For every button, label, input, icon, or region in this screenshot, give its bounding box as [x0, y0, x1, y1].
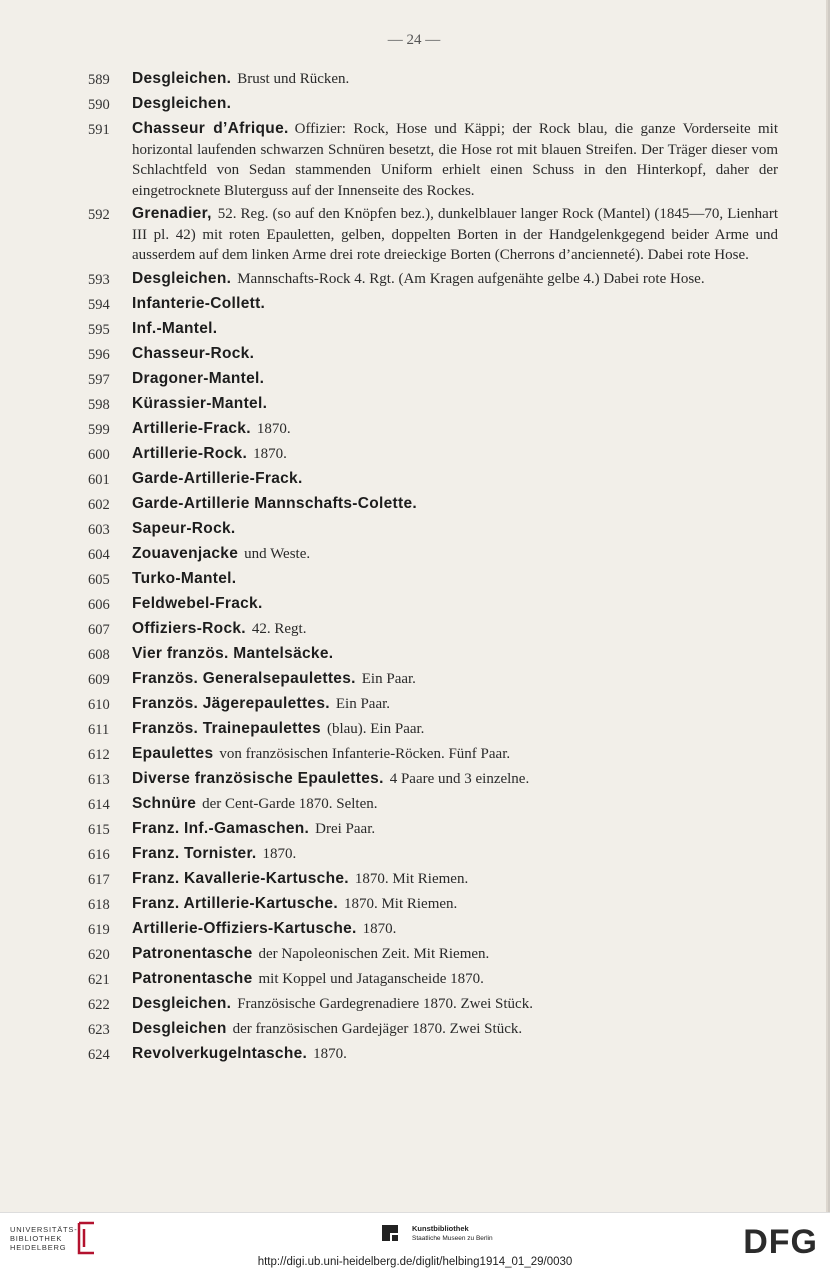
catalog-entry [88, 741, 778, 766]
entry-number: 623 [88, 1021, 110, 1038]
entry-description: Drei Paar. [315, 820, 376, 837]
entry-title: Grenadier, [132, 205, 212, 222]
entry-number: 624 [88, 1046, 110, 1063]
entry-text [132, 441, 778, 465]
entry-description: Offizier: Rock, Hose und Käppi; der Rock blau, die ganze Vorderseite mit horizontal laufenden schwarzen Schnüren besetzt, die Hose rot mit blauen Streifen. Der Träger dieser vom Schlachtfeld von Sedan stammenden Uniform erhielt einen Schuss in den Hinterkopf, daher der eingetrocknete Bluterguss auf der Innenseite des Rockes. [132, 121, 779, 199]
entry-number: 612 [88, 746, 110, 763]
page-number: — 24 — [387, 32, 441, 48]
entry-title: Turko-Mantel. [132, 569, 237, 587]
entry-number: 615 [88, 821, 110, 838]
entry-text [132, 201, 778, 266]
entry-number: 601 [88, 471, 110, 488]
entry-title: Infanterie-Collett. [132, 294, 266, 312]
entry-title: Französ. Generalsepaulettes. [132, 669, 356, 687]
entry-description: Französische Gardegrenadiere 1870. Zwei Stück. [237, 995, 533, 1012]
heidelberg-library-label [10, 1225, 78, 1252]
catalog-entry [88, 616, 778, 641]
catalog-entry [88, 666, 778, 691]
entry-text [132, 691, 778, 715]
entry-text [132, 916, 778, 940]
entry-number: 597 [88, 371, 110, 388]
catalog-entry [88, 966, 778, 991]
entry-title: Franz. Artillerie-Kartusche. [132, 894, 338, 912]
entry-description: der Cent-Garde 1870. Selten. [202, 795, 378, 812]
footer-bar [0, 1212, 830, 1274]
catalog-entry [88, 941, 778, 966]
entry-text [132, 1016, 778, 1040]
entry-title: Desgleichen [132, 1019, 227, 1037]
entry-text [132, 841, 778, 865]
catalog-entry [88, 391, 778, 416]
catalog-entry [88, 866, 778, 891]
entry-title: Französ. Trainepaulettes [132, 719, 321, 737]
catalog-entry [88, 466, 778, 491]
entry-text [132, 716, 778, 740]
entry-title: Artillerie-Frack. [132, 419, 251, 437]
entry-title: Chasseur d’Afrique. [132, 120, 289, 137]
entry-number: 613 [88, 771, 110, 788]
entry-text [132, 391, 778, 415]
catalog-entry [88, 366, 778, 391]
heidelberg-logo-icon [76, 1221, 98, 1255]
dfg-logo: DFG [743, 1223, 818, 1261]
entry-number: 617 [88, 871, 110, 888]
entry-description: 1870. [313, 1045, 347, 1062]
entry-description: Ein Paar. [361, 670, 416, 687]
catalog-entry [88, 266, 778, 291]
entry-text [132, 891, 778, 915]
entry-number: 606 [88, 596, 110, 613]
entry-title: Zouavenjacke [132, 544, 239, 562]
entry-text [132, 541, 778, 565]
entry-number: 614 [88, 796, 110, 813]
entry-text [132, 341, 778, 365]
entry-description: 1870. [362, 920, 397, 937]
entry-description: Mannschafts-Rock 4. Rgt. (Am Kragen aufgenähte gelbe 4.) Dabei rote Hose. [237, 270, 705, 287]
entry-title: Chasseur-Rock. [132, 344, 255, 362]
entry-description: mit Koppel und Jataganscheide 1870. [258, 970, 484, 987]
entry-description: der Napoleonischen Zeit. Mit Riemen. [258, 945, 490, 962]
entry-title: Vier französ. Mantelsäcke. [132, 644, 334, 662]
entry-text [132, 616, 778, 640]
catalog-entry [88, 116, 778, 201]
entry-number: 594 [88, 296, 110, 313]
entry-text [132, 941, 778, 965]
catalog-entry [88, 591, 778, 616]
entry-title: Artillerie-Rock. [132, 444, 248, 462]
entry-number: 600 [88, 446, 110, 463]
entry-number: 619 [88, 921, 110, 938]
catalog-entry [88, 341, 778, 366]
entry-text [132, 566, 778, 590]
entry-number: 595 [88, 321, 110, 338]
entry-number: 603 [88, 521, 110, 538]
entry-title: Desgleichen. [132, 95, 232, 112]
entry-text [132, 641, 778, 665]
catalog-entry [88, 441, 778, 466]
entry-description: 52. Reg. (so auf den Knöpfen bez.), dunkelblauer langer Rock (Mantel) (1845—70, Lienhart III pl. 42) mit roten Epauletten, gelben, doppelten Borten in der Handgelenkgegend beider Arme und ausserdem auf dem linken Arme drei rote dreieckige Borten (Cherrons d’ancienneté). Dabei rote Hose. [132, 206, 778, 263]
catalog-entry [88, 791, 778, 816]
entry-number: 593 [88, 271, 110, 288]
entry-text [132, 591, 778, 615]
entry-title: Epaulettes [132, 744, 214, 762]
entry-number: 590 [88, 97, 110, 113]
entry-number: 591 [88, 122, 110, 138]
catalog-entries [88, 66, 778, 1066]
entry-title: Inf.-Mantel. [132, 319, 218, 337]
entry-number: 605 [88, 571, 110, 588]
entry-title: Dragoner-Mantel. [132, 369, 265, 387]
catalog-entry [88, 891, 778, 916]
entry-title: Artillerie-Offiziers-Kartusche. [132, 919, 357, 937]
entry-number: 598 [88, 396, 110, 413]
catalog-entry [88, 766, 778, 791]
permalink-url[interactable]: http://digi.ub.uni-heidelberg.de/diglit/helbing1914_01_29/0030 [257, 1256, 573, 1268]
entry-text [132, 966, 778, 990]
kunstbibliothek-logo-icon [380, 1223, 402, 1245]
entry-description: 1870. [253, 445, 287, 462]
catalog-entry [88, 1041, 778, 1066]
entry-title: Sapeur-Rock. [132, 519, 236, 537]
entry-text [132, 491, 778, 515]
uni-line-3: HEIDELBERG [10, 1243, 67, 1252]
entry-title: Französ. Jägerepaulettes. [132, 694, 330, 712]
entry-title: Garde-Artillerie-Frack. [132, 469, 303, 487]
entry-text [132, 366, 778, 390]
entry-title: Patronentasche [132, 969, 253, 987]
entry-text [132, 1041, 778, 1065]
entry-text [132, 766, 778, 790]
entry-number: 592 [88, 207, 110, 223]
catalog-entry [88, 916, 778, 941]
entry-title: Feldwebel-Frack. [132, 594, 263, 612]
kb-line-1: Kunstbibliothek [412, 1224, 469, 1233]
entry-title: Schnüre [132, 794, 197, 812]
entry-text [132, 741, 778, 765]
catalog-entry [88, 66, 778, 91]
entry-title: Franz. Inf.-Gamaschen. [132, 819, 310, 837]
entry-number: 602 [88, 496, 110, 513]
entry-number: 609 [88, 671, 110, 688]
entry-title: Franz. Tornister. [132, 844, 257, 862]
entry-number: 604 [88, 546, 110, 563]
entry-text [132, 266, 778, 290]
catalog-entry [88, 91, 778, 116]
catalog-entry [88, 491, 778, 516]
entry-description: Ein Paar. [335, 695, 391, 712]
catalog-entry [88, 316, 778, 341]
entry-number: 596 [88, 346, 110, 363]
catalog-entry [88, 1016, 778, 1041]
entry-title: Franz. Kavallerie-Kartusche. [132, 869, 349, 887]
entry-text [132, 991, 778, 1015]
entry-number: 610 [88, 696, 110, 713]
entry-text [132, 91, 778, 115]
entry-description: 42. Regt. [251, 620, 307, 637]
entry-title: Desgleichen. [132, 269, 232, 287]
entry-number: 607 [88, 621, 110, 638]
entry-description: 1870. [256, 420, 291, 437]
entry-text [132, 291, 778, 315]
entry-text [132, 516, 778, 540]
entry-text [132, 416, 778, 440]
entry-number: 599 [88, 421, 110, 438]
entry-number: 621 [88, 971, 110, 988]
entry-description: 4 Paare und 3 einzelne. [389, 770, 530, 787]
entry-description: 1870. [262, 845, 297, 862]
entry-description: Brust und Rücken. [237, 71, 350, 87]
entry-description: 1870. Mit Riemen. [343, 895, 458, 912]
entry-number: 589 [88, 72, 110, 88]
entry-title: Patronentasche [132, 944, 253, 962]
catalog-entry [88, 816, 778, 841]
entry-description: (blau). Ein Paar. [326, 720, 425, 737]
catalog-entry [88, 516, 778, 541]
entry-title: Garde-Artillerie Mannschafts-Colette. [132, 494, 417, 512]
entry-title: Diverse französische Epaulettes. [132, 769, 384, 787]
catalog-entry [88, 566, 778, 591]
catalog-entry [88, 291, 778, 316]
catalog-entry [88, 541, 778, 566]
catalog-entry [88, 716, 778, 741]
catalog-entry [88, 691, 778, 716]
entry-number: 618 [88, 896, 110, 913]
kb-line-2: Staatliche Museen zu Berlin [412, 1235, 493, 1242]
entry-title: Offiziers-Rock. [132, 619, 246, 637]
entry-text [132, 816, 778, 840]
uni-line-2: BIBLIOTHEK [10, 1234, 63, 1243]
entry-description: und Weste. [244, 545, 311, 562]
entry-title: Desgleichen. [132, 70, 232, 87]
entry-text [132, 316, 778, 340]
entry-description: 1870. Mit Riemen. [354, 870, 469, 887]
entry-text [132, 791, 778, 815]
uni-line-1: UNIVERSITÄTS- [10, 1225, 78, 1234]
entry-text [132, 466, 778, 490]
entry-text [132, 66, 778, 90]
catalog-entry [88, 201, 778, 266]
kunstbibliothek-label [412, 1224, 493, 1244]
entry-title: Revolverkugelntasche. [132, 1044, 308, 1062]
entry-text [132, 116, 778, 201]
entry-number: 622 [88, 996, 110, 1013]
entry-description: von französischen Infanterie-Röcken. Fünf Paar. [219, 745, 511, 762]
catalog-entry [88, 991, 778, 1016]
entry-title: Kürassier-Mantel. [132, 394, 268, 412]
catalog-entry [88, 416, 778, 441]
catalog-entry [88, 841, 778, 866]
entry-number: 611 [88, 721, 110, 738]
catalog-entry [88, 641, 778, 666]
entry-number: 608 [88, 646, 110, 663]
entry-number: 620 [88, 946, 110, 963]
entry-title: Desgleichen. [132, 994, 232, 1012]
entry-description: der französischen Gardejäger 1870. Zwei Stück. [232, 1020, 523, 1037]
entry-text [132, 666, 778, 690]
entry-number: 616 [88, 846, 110, 863]
entry-text [132, 866, 778, 890]
